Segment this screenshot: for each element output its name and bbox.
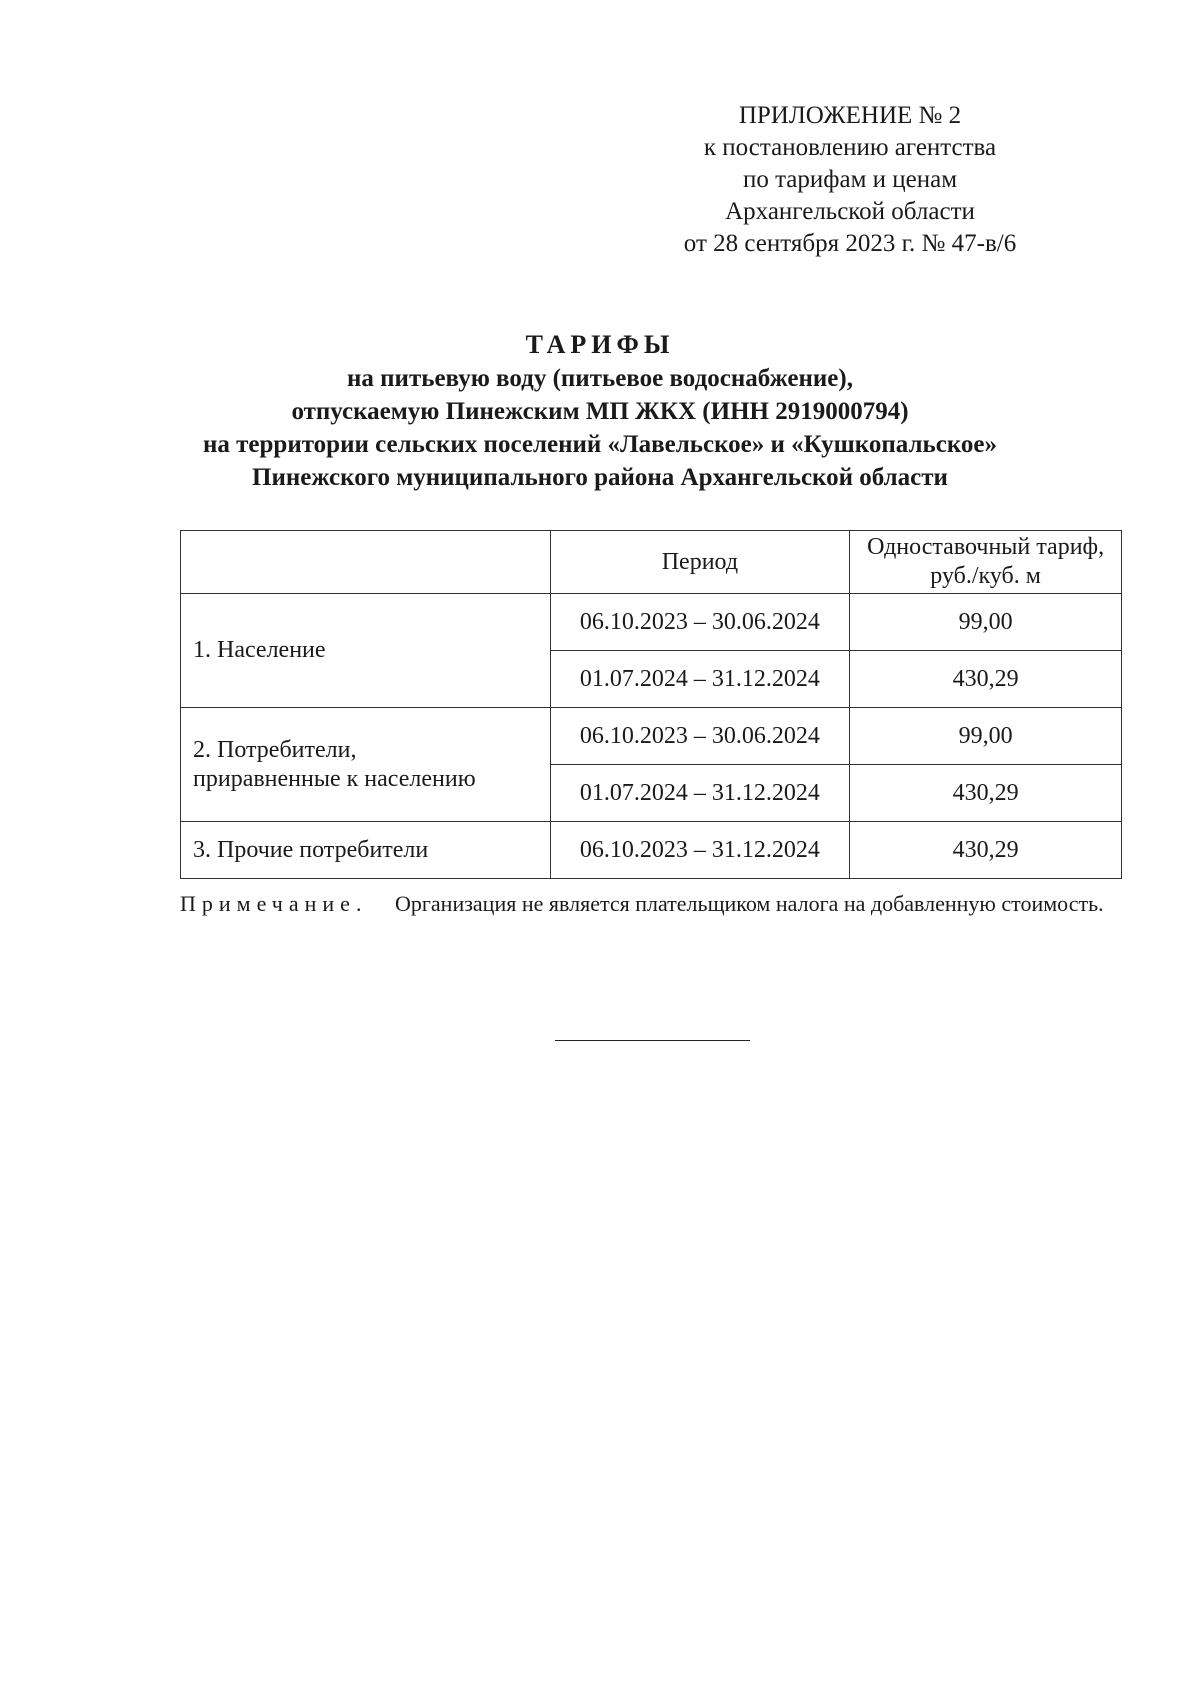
period-cell: 01.07.2024 – 31.12.2024 xyxy=(550,651,850,708)
appendix-date-number: от 28 сентября 2023 г. № 47-в/6 xyxy=(683,230,1017,257)
category-cell xyxy=(181,594,551,708)
header-period: Период xyxy=(550,531,850,594)
note-label: Примечание. xyxy=(180,891,368,916)
category-label: 1. Население xyxy=(193,637,326,663)
period-cell: 06.10.2023 – 30.06.2024 xyxy=(550,708,850,765)
header-rate-line-1: Одноставочный тариф, xyxy=(867,534,1105,560)
title-heading: ТАРИФЫ xyxy=(525,330,675,359)
table-row xyxy=(181,594,1122,651)
header-category xyxy=(181,531,551,594)
appendix-header xyxy=(620,100,1080,260)
title-line-1: на питьевую воду (питьевое водоснабжение), xyxy=(347,365,853,392)
note-text: Организация не является плательщиком налога на добавленную стоимость. xyxy=(395,891,1104,916)
appendix-number: ПРИЛОЖЕНИЕ № 2 xyxy=(738,102,962,129)
rate-cell: 430,29 xyxy=(850,651,1122,708)
category-cell xyxy=(181,708,551,822)
title-line-3: на территории сельских поселений «Лавельское» и «Кушкопальское» xyxy=(202,431,997,458)
period-cell: 01.07.2024 – 31.12.2024 xyxy=(550,765,850,822)
appendix-resolution-ref: к постановлению агентства xyxy=(703,134,997,161)
rate-cell: 430,29 xyxy=(850,822,1122,879)
title-line-2: отпускаемую Пинежским МП ЖКХ (ИНН 2919000794) xyxy=(291,398,909,425)
closing-divider xyxy=(555,1040,750,1041)
category-label: 3. Прочие потребители xyxy=(193,836,429,863)
appendix-region: Архангельской области xyxy=(725,198,975,225)
category-label: 2. Потребители, xyxy=(193,736,357,763)
note xyxy=(180,890,1125,918)
table-header-row xyxy=(181,531,1122,594)
category-cell xyxy=(181,822,551,879)
period-cell: 06.10.2023 – 30.06.2024 xyxy=(550,594,850,651)
table-row xyxy=(181,822,1122,879)
rate-cell: 99,00 xyxy=(850,594,1122,651)
header-rate xyxy=(850,531,1122,594)
document-title xyxy=(120,328,1080,494)
category-label-continued: приравненные к населению xyxy=(193,765,476,792)
tariffs-table xyxy=(180,530,1122,879)
header-rate-line-2: руб./куб. м xyxy=(930,563,1041,589)
period-cell: 06.10.2023 – 31.12.2024 xyxy=(550,822,850,879)
rate-cell: 430,29 xyxy=(850,765,1122,822)
title-line-4: Пинежского муниципального района Архангельской области xyxy=(252,464,948,491)
rate-cell: 99,00 xyxy=(850,708,1122,765)
table-row xyxy=(181,708,1122,765)
appendix-agency: по тарифам и ценам xyxy=(742,166,958,193)
